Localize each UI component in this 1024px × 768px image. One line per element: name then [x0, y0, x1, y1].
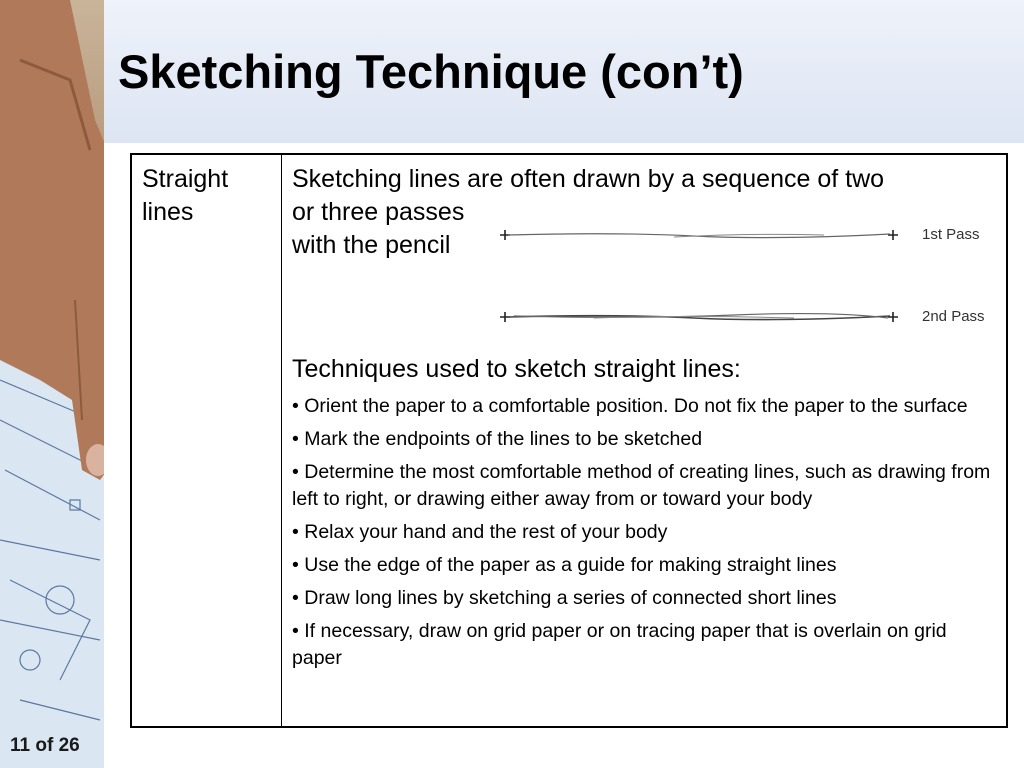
list-item: • Use the edge of the paper as a guide for making straight lines: [292, 554, 837, 576]
second-pass-label: 2nd Pass: [922, 308, 985, 325]
list-item: • Determine the most comfortable method of creating lines, such as drawing from left to right, or drawing either away from or toward your body: [292, 461, 991, 510]
list-item: • Mark the endpoints of the lines to be sketched: [292, 428, 703, 450]
slide-title: Sketching Technique (con’t): [118, 45, 744, 98]
list-item: • Draw long lines by sketching a series of connected short lines: [292, 587, 837, 609]
list-item: • Relax your hand and the rest of your body: [292, 521, 668, 543]
row-content: [282, 155, 1006, 726]
intro-line: with the pencil: [292, 231, 451, 259]
list-item: • If necessary, draw on grid paper or on tracing paper that is overlain on grid paper: [292, 620, 947, 669]
second-pass-line-figure: [494, 305, 904, 329]
techniques-list: [292, 393, 992, 678]
first-pass-label: 1st Pass: [922, 226, 980, 243]
page-number: 11 of 26: [10, 735, 80, 756]
hand-and-blueprint-image: [0, 0, 104, 768]
intro-line: Sketching lines are often drawn by a sequence of two: [292, 165, 885, 193]
content-table: [130, 153, 1008, 728]
row-label: Straight lines: [132, 155, 282, 726]
decorative-photo-strip: [0, 0, 104, 768]
first-pass-line-figure: [494, 223, 904, 247]
techniques-heading: Techniques used to sketch straight lines:: [292, 355, 741, 383]
intro-line: or three passes: [292, 198, 465, 226]
list-item: • Orient the paper to a comfortable position. Do not fix the paper to the surface: [292, 395, 968, 417]
